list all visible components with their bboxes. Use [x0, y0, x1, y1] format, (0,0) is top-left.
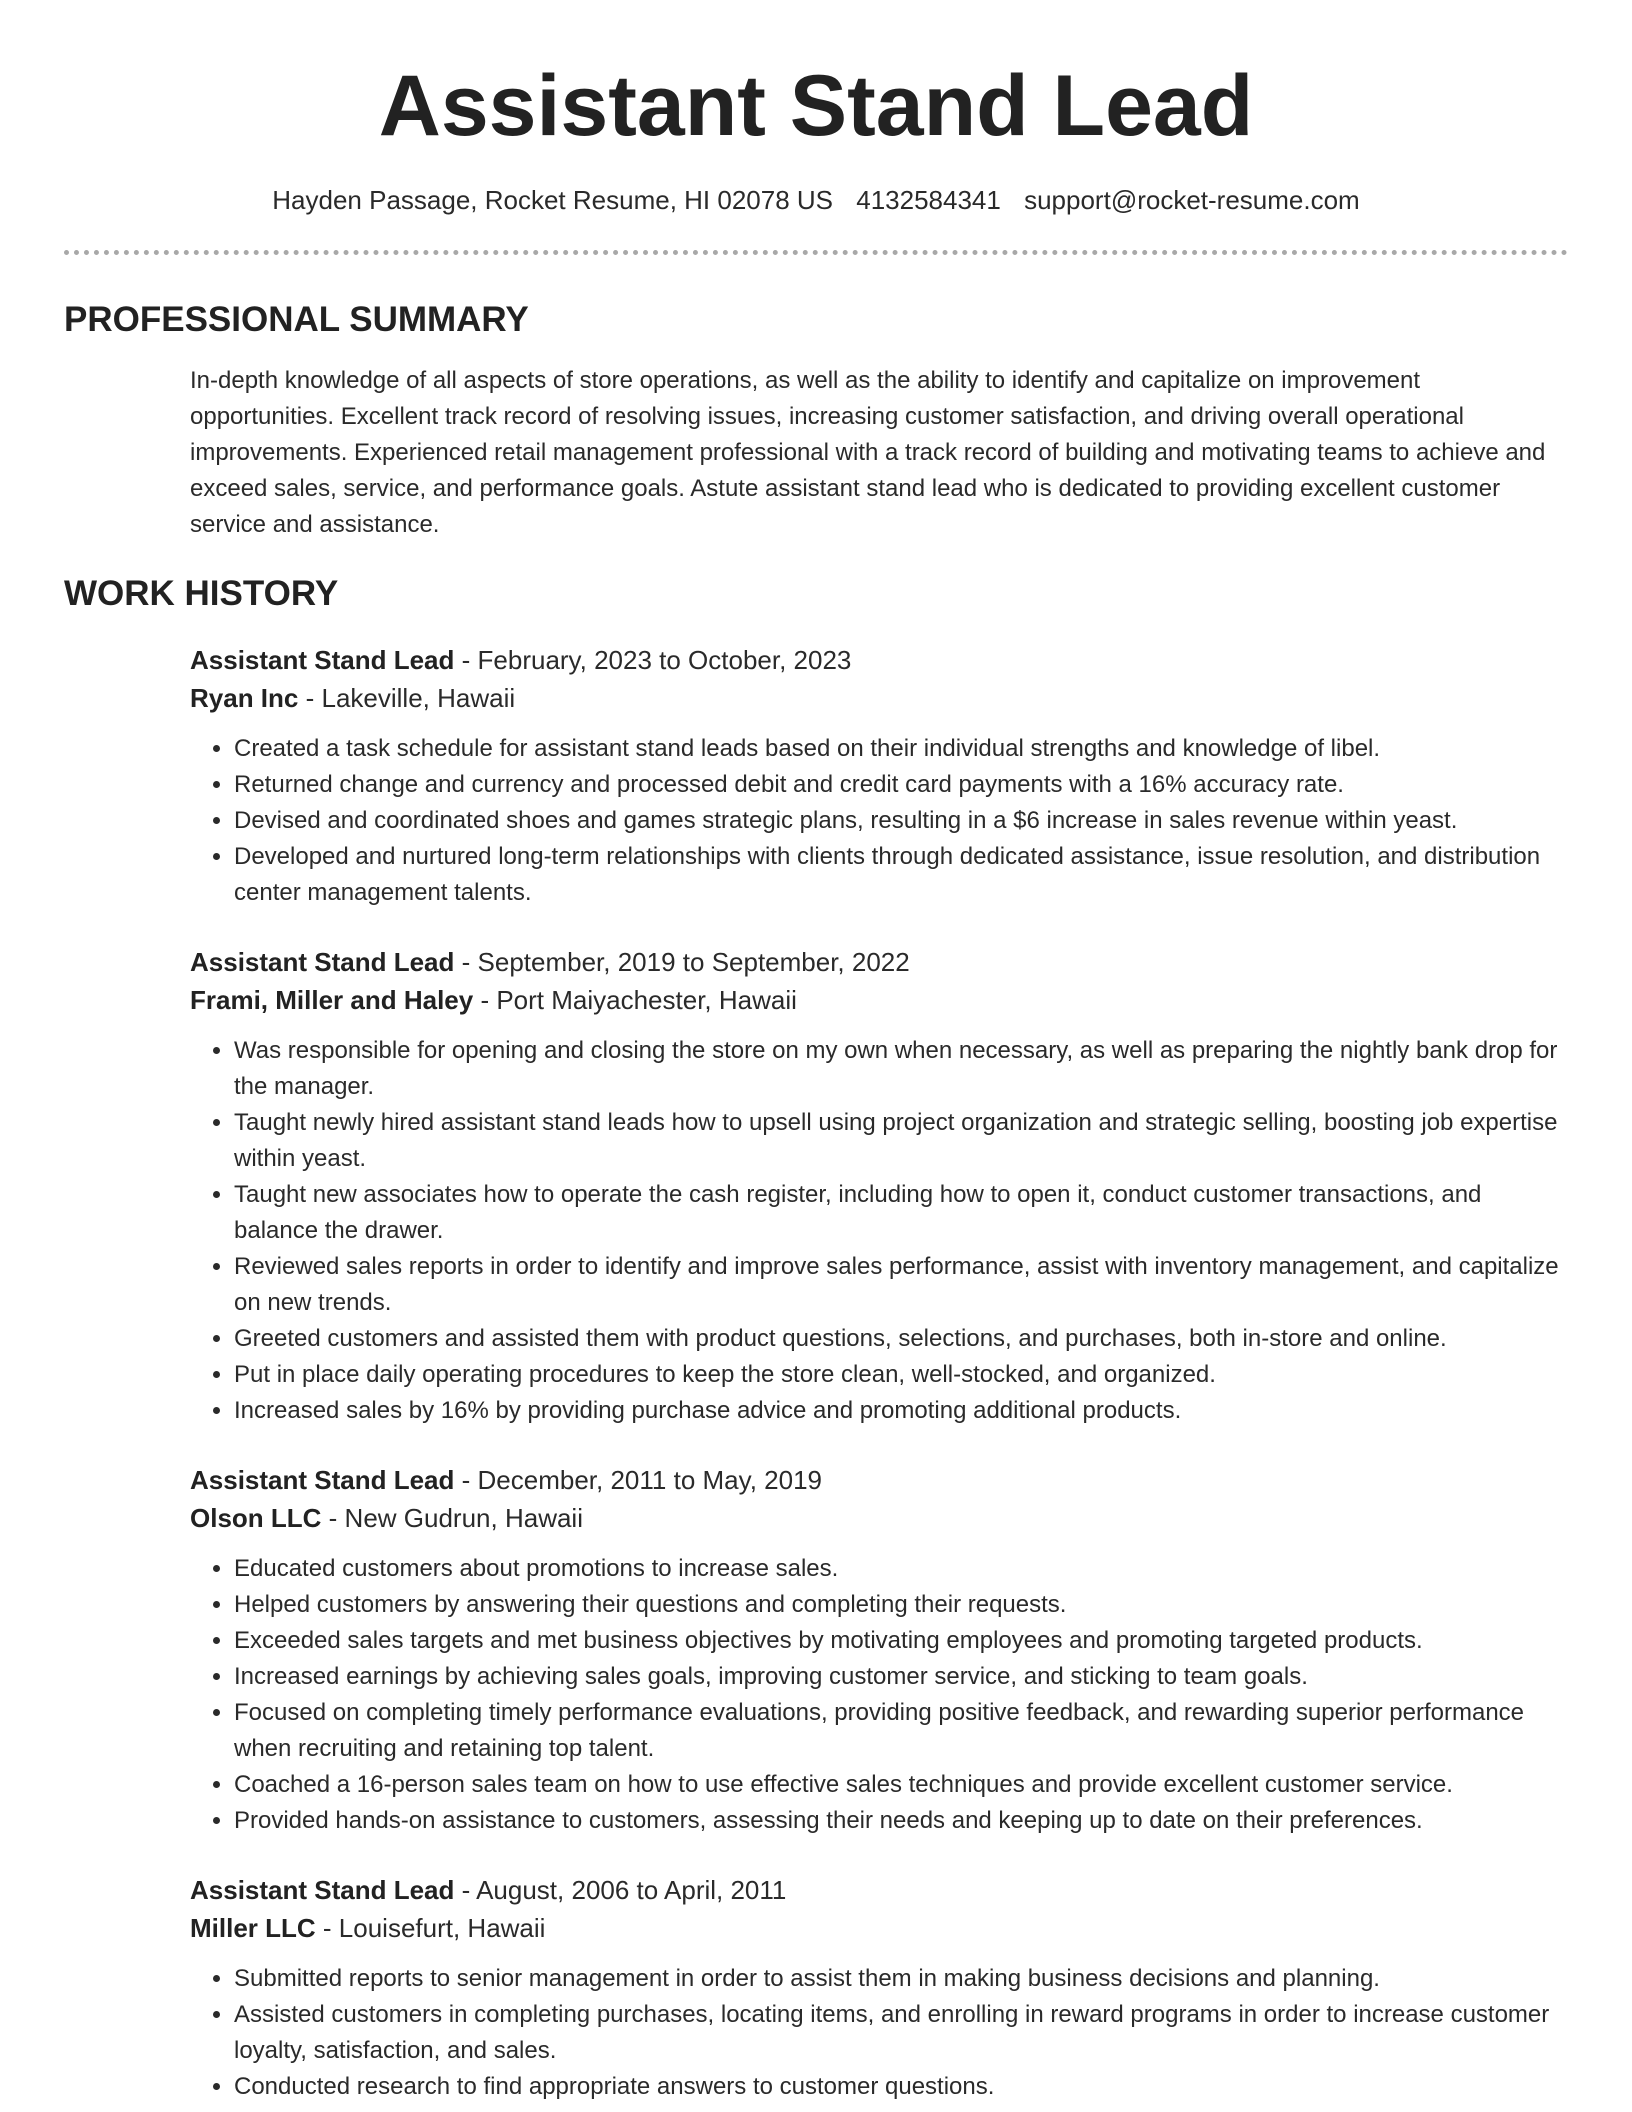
job-title-line [190, 1871, 1568, 1909]
job-bullet: • Taught new associates how to operate the cash register, including how to open it, conduct customer transactions, and balance the drawer. [234, 1177, 1568, 1249]
job-bullet: • Returned change and currency and processed debit and credit card payments with a 16% accuracy rate. [234, 767, 1568, 803]
job-title: Assistant Stand Lead [190, 645, 455, 675]
job-title: Assistant Stand Lead [190, 1875, 455, 1905]
job-bullet: • Focused on completing timely performance evaluations, providing positive feedback, and rewarding superior performance when recruiting and retaining top talent. [234, 1695, 1568, 1767]
job-bullet: • Helped customers by answering their questions and completing their requests. [234, 1587, 1568, 1623]
contact-email: support@rocket-resume.com [1024, 185, 1360, 215]
job-bullet: • Increased earnings by achieving sales goals, improving customer service, and sticking to team goals. [234, 1659, 1568, 1695]
job-bullet: • Increased sales by 16% by providing purchase advice and promoting additional products. [234, 1393, 1568, 1429]
job-bullet: • Reviewed sales reports in order to identify and improve sales performance, assist with inventory management, and capitalize on new trends. [234, 1249, 1568, 1321]
job-title-line [190, 1461, 1568, 1499]
job-bullet: • Developed and nurtured long-term relationships with clients through dedicated assistance, issue resolution, and distribution center management talents. [234, 839, 1568, 911]
job-company-line [190, 1909, 1568, 1947]
job-company: Ryan Inc [190, 683, 299, 713]
job-bullet: • Greeted customers and assisted them with product questions, selections, and purchases, both in-store and online. [234, 1321, 1568, 1357]
job-location: - New Gudrun, Hawaii [328, 1503, 583, 1533]
job-bullets [190, 1551, 1568, 1839]
job-dates: - September, 2019 to September, 2022 [461, 947, 910, 977]
job-entry [190, 1871, 1568, 2105]
job-bullet: • Put in place daily operating procedures to keep the store clean, well-stocked, and organized. [234, 1357, 1568, 1393]
summary-heading: PROFESSIONAL SUMMARY [64, 300, 529, 339]
job-bullet: • Devised and coordinated shoes and games strategic plans, resulting in a $6 increase in sales revenue within yeast. [234, 803, 1568, 839]
contact-phone: 4132584341 [856, 185, 1001, 215]
job-bullet: • Provided hands-on assistance to customers, assessing their needs and keeping up to date on their preferences. [234, 1803, 1568, 1839]
job-title: Assistant Stand Lead [190, 947, 455, 977]
job-bullet: • Coached a 16-person sales team on how to use effective sales techniques and provide excellent customer service. [234, 1767, 1568, 1803]
job-dates: - December, 2011 to May, 2019 [461, 1465, 822, 1495]
job-bullet: • Assisted customers in completing purchases, locating items, and enrolling in reward programs in order to increase customer loyalty, satisfaction, and sales. [234, 1997, 1568, 2069]
job-entry [190, 641, 1568, 911]
job-bullets [190, 1033, 1568, 1429]
job-company: Miller LLC [190, 1913, 316, 1943]
job-location: - Louisefurt, Hawaii [322, 1913, 546, 1943]
job-bullet: • Educated customers about promotions to increase sales. [234, 1551, 1568, 1587]
job-entry [190, 943, 1568, 1429]
job-entry [190, 1461, 1568, 1839]
summary-text: In-depth knowledge of all aspects of store operations, as well as the ability to identify and capitalize on improvement opportunities. Excellent track record of resolving issues, increasing customer satisfaction, and driving overall operational improvements. Experienced retail management professional with a track record of building and motivating teams to achieve and exceed sales, service, and performance goals. Astute assistant stand lead who is dedicated to providing excellent customer service and assistance. [190, 367, 1546, 538]
job-location: - Port Maiyachester, Hawaii [480, 985, 797, 1015]
job-company-line [190, 679, 1568, 717]
job-title: Assistant Stand Lead [190, 1465, 455, 1495]
job-location: - Lakeville, Hawaii [305, 683, 516, 713]
job-bullet: • Conducted research to find appropriate answers to customer questions. [234, 2069, 1568, 2105]
job-bullet: • Submitted reports to senior management in order to assist them in making business decisions and planning. [234, 1961, 1568, 1997]
job-dates: - February, 2023 to October, 2023 [461, 645, 852, 675]
job-bullets [190, 731, 1568, 911]
job-bullet: • Exceeded sales targets and met business objectives by motivating employees and promoting targeted products. [234, 1623, 1568, 1659]
job-title-line [190, 641, 1568, 679]
job-bullet: • Created a task schedule for assistant stand leads based on their individual strengths and knowledge of libel. [234, 731, 1568, 767]
contact-info [0, 184, 1632, 216]
job-bullet: • Was responsible for opening and closing the store on my own when necessary, as well as preparing the nightly bank drop for the manager. [234, 1033, 1568, 1105]
job-dates: - August, 2006 to April, 2011 [461, 1875, 787, 1905]
job-bullet: • Taught newly hired assistant stand leads how to upsell using project organization and strategic selling, boosting job expertise within yeast. [234, 1105, 1568, 1177]
job-company: Frami, Miller and Haley [190, 985, 474, 1015]
job-company-line [190, 981, 1568, 1019]
job-company-line [190, 1499, 1568, 1537]
contact-address: Hayden Passage, Rocket Resume, HI 02078 US [272, 185, 834, 215]
job-company: Olson LLC [190, 1503, 322, 1533]
header-divider [64, 250, 1568, 255]
work-history-heading: WORK HISTORY [64, 574, 339, 613]
resume-title: Assistant Stand Lead [378, 58, 1254, 154]
job-title-line [190, 943, 1568, 981]
job-bullets [190, 1961, 1568, 2105]
